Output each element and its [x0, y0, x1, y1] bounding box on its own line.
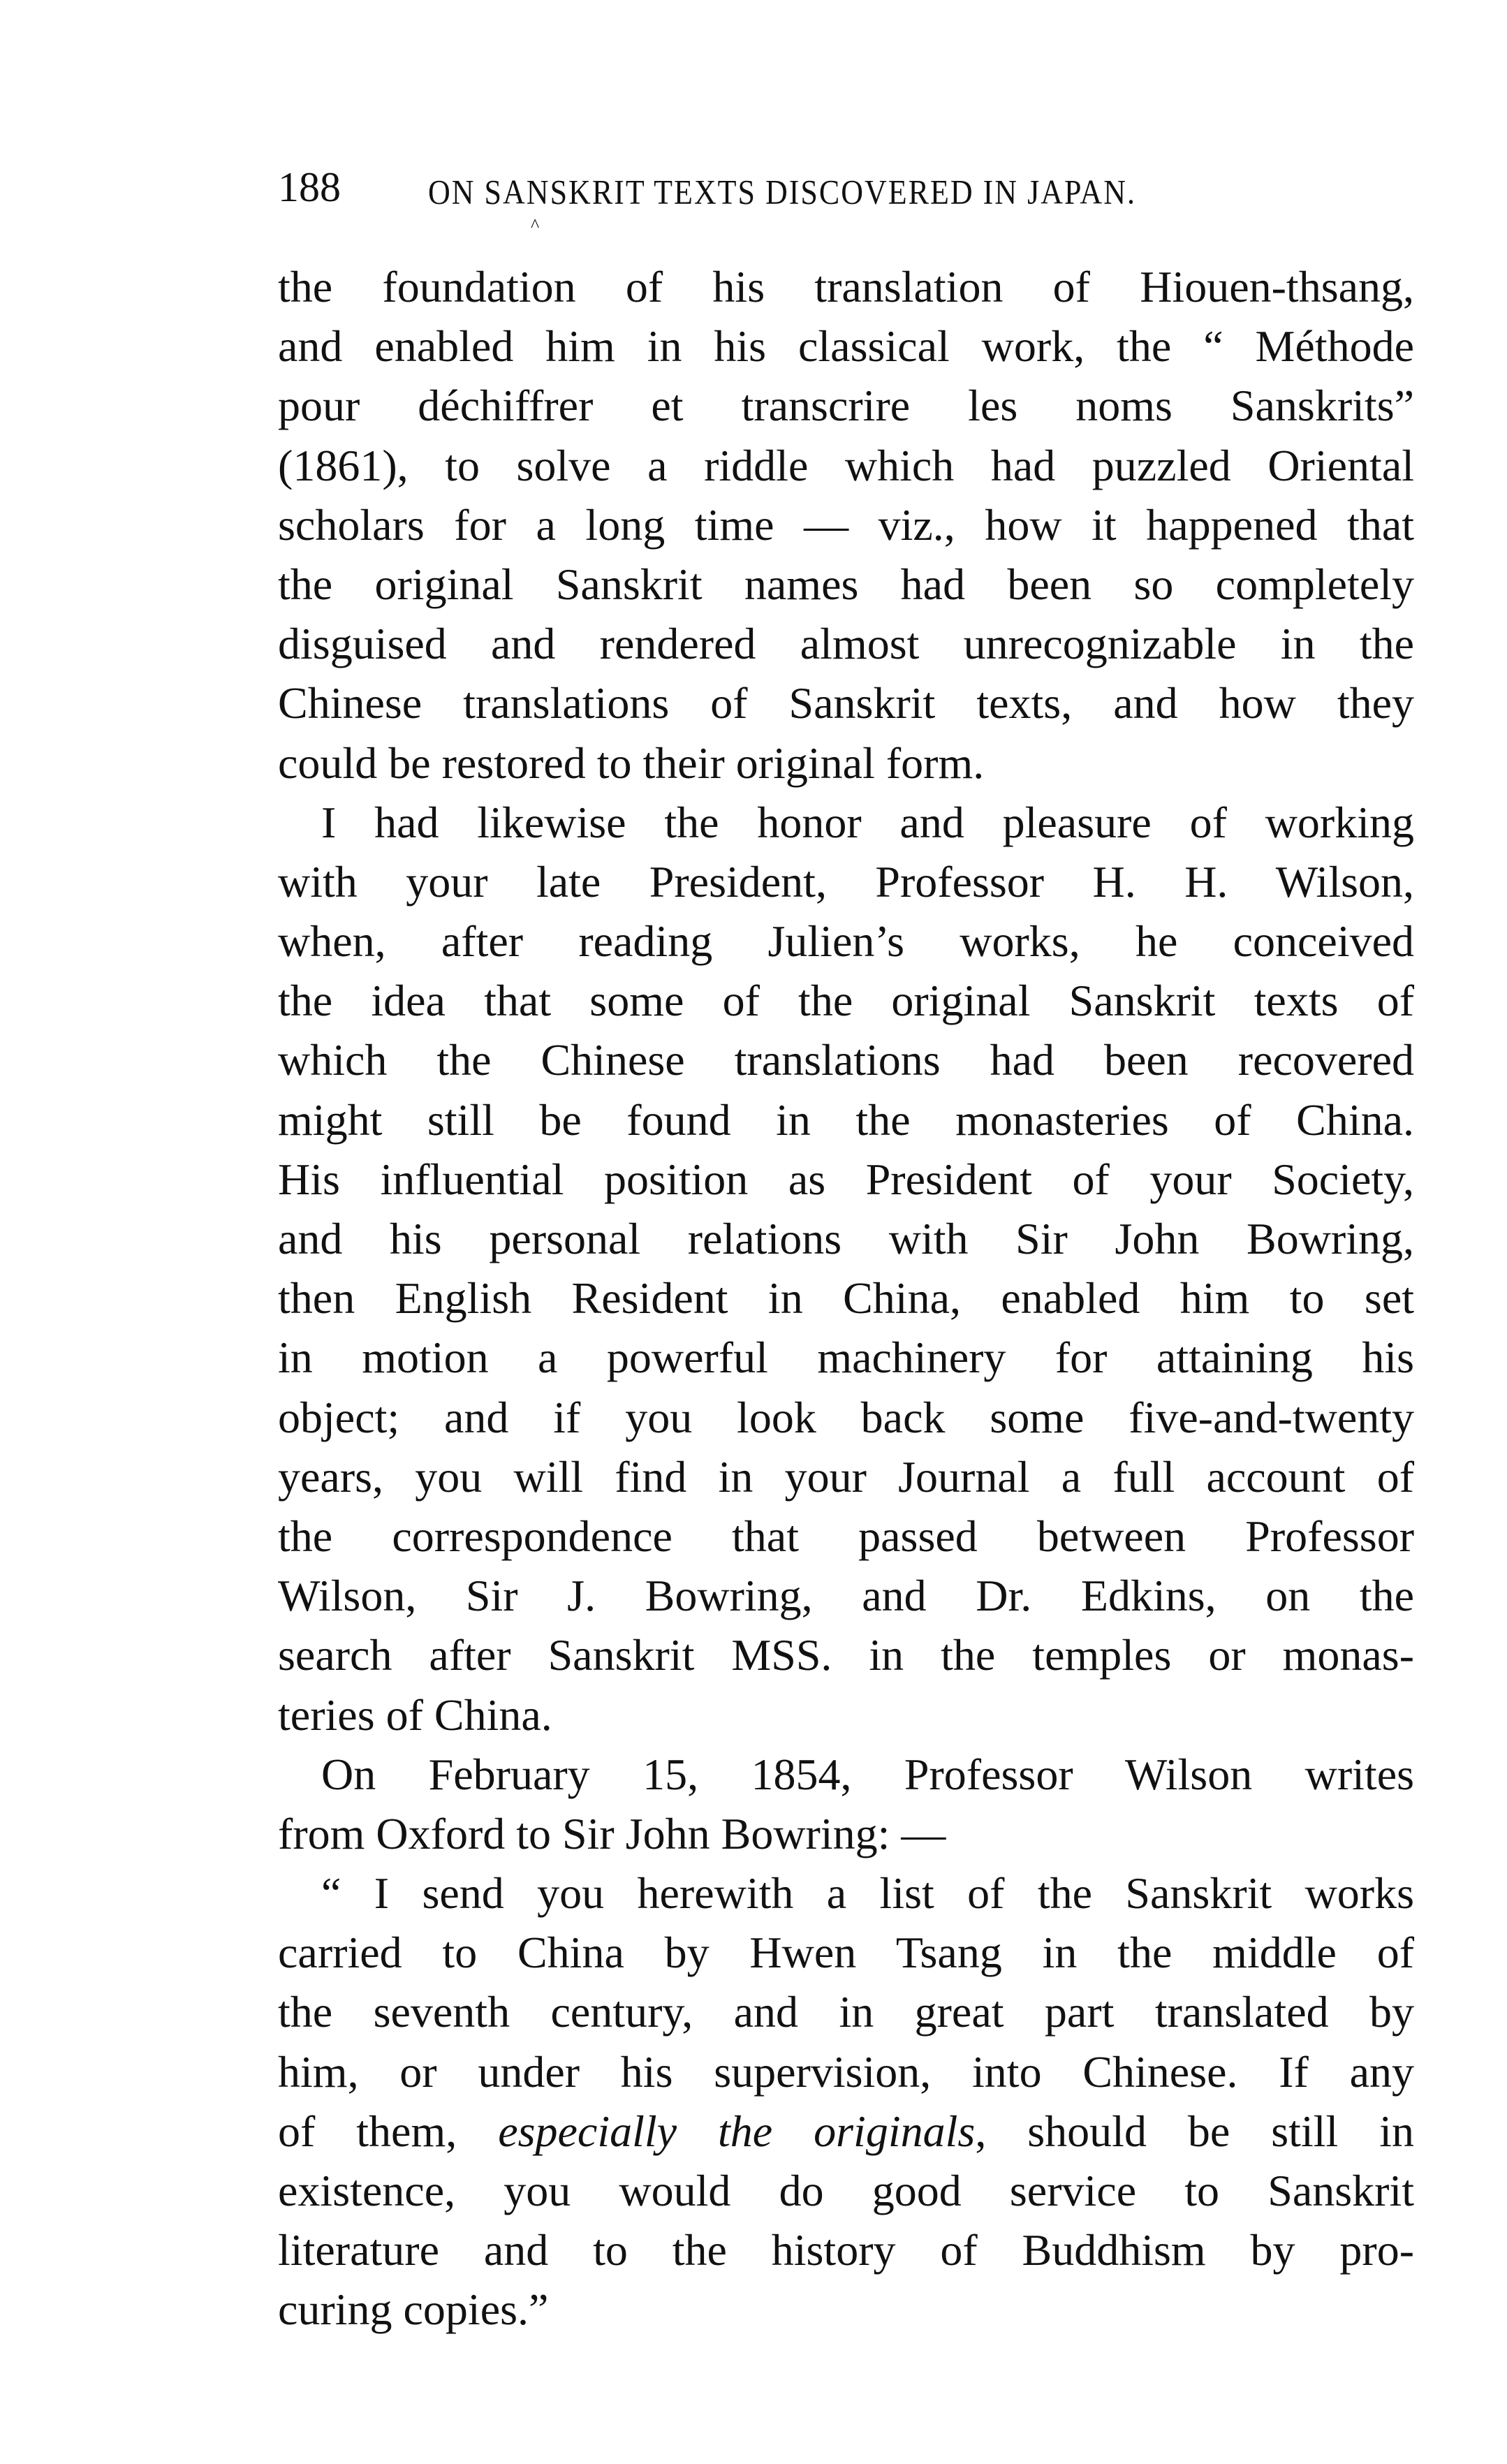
text-line	[278, 793, 1414, 852]
line-text: pour déchiffrer et transcrire les noms Sanskrits”	[278, 381, 1414, 431]
line-text: curing copies.”	[278, 2285, 549, 2335]
text-line	[278, 257, 1414, 316]
paragraph	[278, 1863, 1414, 2340]
paragraph	[278, 257, 1414, 793]
line-text: His influential position as President of your Society,	[278, 1154, 1414, 1204]
text-line	[278, 1209, 1414, 1268]
printer-mark: ^	[531, 215, 540, 235]
text-line	[278, 1030, 1414, 1090]
text-line	[278, 2042, 1414, 2102]
line-text: of them,	[278, 2106, 499, 2156]
text-line	[278, 1745, 1414, 1804]
line-text: existence, you would do good service to Sanskrit	[278, 2166, 1414, 2215]
line-text: Chinese translations of Sanskrit texts, and how they	[278, 678, 1414, 728]
paragraph	[278, 1745, 1414, 1863]
page-number: 188	[278, 164, 341, 210]
line-text: which the Chinese translations had been recovered	[278, 1035, 1414, 1085]
text-line	[278, 2102, 1414, 2161]
text-line	[278, 1388, 1414, 1447]
text-line	[278, 1447, 1414, 1506]
text-line	[278, 1506, 1414, 1566]
text-line	[278, 1863, 1414, 1923]
text-line	[278, 1804, 1414, 1863]
text-line	[278, 1090, 1414, 1150]
paragraph	[278, 793, 1414, 1745]
line-text: might still be found in the monasteries of China.	[278, 1094, 1414, 1145]
text-line	[278, 1923, 1414, 1982]
text-line	[278, 1982, 1414, 2041]
line-text: him, or under his supervision, into Chinese. If any	[278, 2046, 1414, 2097]
line-text: the original Sanskrit names had been so completely	[278, 559, 1414, 609]
line-text: teries of China.	[278, 1689, 552, 1740]
text-line	[278, 1150, 1414, 1209]
text-line	[278, 852, 1414, 911]
line-text: could be restored to their original form.	[278, 738, 985, 788]
text-line	[278, 1328, 1414, 1387]
text-line	[278, 555, 1414, 614]
text-line	[278, 316, 1414, 376]
running-header	[278, 159, 1414, 235]
line-text: from Oxford to Sir John Bowring: —	[278, 1808, 946, 1858]
line-text: when, after reading Julien’s works, he conceived	[278, 916, 1414, 967]
line-text: and enabled him in his classical work, the “ Méthode	[278, 321, 1414, 372]
line-text: , should be still in	[975, 2106, 1415, 2156]
line-text: I had likewise the honor and pleasure of working	[321, 797, 1414, 847]
text-line	[278, 495, 1414, 555]
text-line	[278, 673, 1414, 733]
line-text: (1861), to solve a riddle which had puzzled Oriental	[278, 440, 1414, 490]
running-title: ON SANSKRIT TEXTS DISCOVERED IN JAPAN.	[428, 173, 1136, 212]
line-text: and his personal relations with Sir John Bowring,	[278, 1214, 1414, 1263]
line-text: On February 15, 1854, Professor Wilson writes	[321, 1749, 1414, 1799]
text-line	[278, 971, 1414, 1030]
text-line	[278, 1566, 1414, 1625]
line-text: Wilson, Sir J. Bowring, and Dr. Edkins, on the	[278, 1571, 1414, 1621]
text-line	[278, 2280, 1414, 2339]
line-text: carried to China by Hwen Tsang in the middle of	[278, 1928, 1414, 1978]
line-text: the idea that some of the original Sanskrit texts of	[278, 976, 1414, 1026]
line-text: the foundation of his translation of Hiouen-thsang,	[278, 262, 1414, 311]
line-text: literature and to the history of Buddhism by pro-	[278, 2225, 1414, 2275]
italic-text: especially the originals	[498, 2106, 976, 2156]
line-text: with your late President, Professor H. H. Wilson,	[278, 856, 1414, 907]
line-text: “ I send you herewith a list of the Sanskrit works	[321, 1868, 1414, 1919]
text-line	[278, 733, 1414, 793]
line-text: scholars for a long time — viz., how it happened that	[278, 499, 1414, 550]
line-text: the seventh century, and in great part translated by	[278, 1987, 1414, 2037]
text-line	[278, 1268, 1414, 1328]
line-text: object; and if you look back some five-and-twenty	[278, 1392, 1414, 1442]
text-line	[278, 376, 1414, 435]
text-line	[278, 2220, 1414, 2280]
text-line	[278, 1625, 1414, 1685]
line-text: disguised and rendered almost unrecognizable in the	[278, 619, 1414, 669]
line-text: the correspondence that passed between Professor	[278, 1511, 1414, 1561]
body-text	[278, 257, 1414, 2340]
line-text: search after Sanskrit MSS. in the temples or monas-	[278, 1630, 1414, 1680]
line-text: years, you will find in your Journal a full account of	[278, 1451, 1414, 1502]
text-line	[278, 2161, 1414, 2220]
text-line	[278, 1685, 1414, 1745]
text-line	[278, 911, 1414, 971]
line-text: then English Resident in China, enabled him to set	[278, 1273, 1414, 1323]
text-line	[278, 436, 1414, 495]
text-line	[278, 614, 1414, 673]
line-text: in motion a powerful machinery for attaining his	[278, 1333, 1414, 1383]
